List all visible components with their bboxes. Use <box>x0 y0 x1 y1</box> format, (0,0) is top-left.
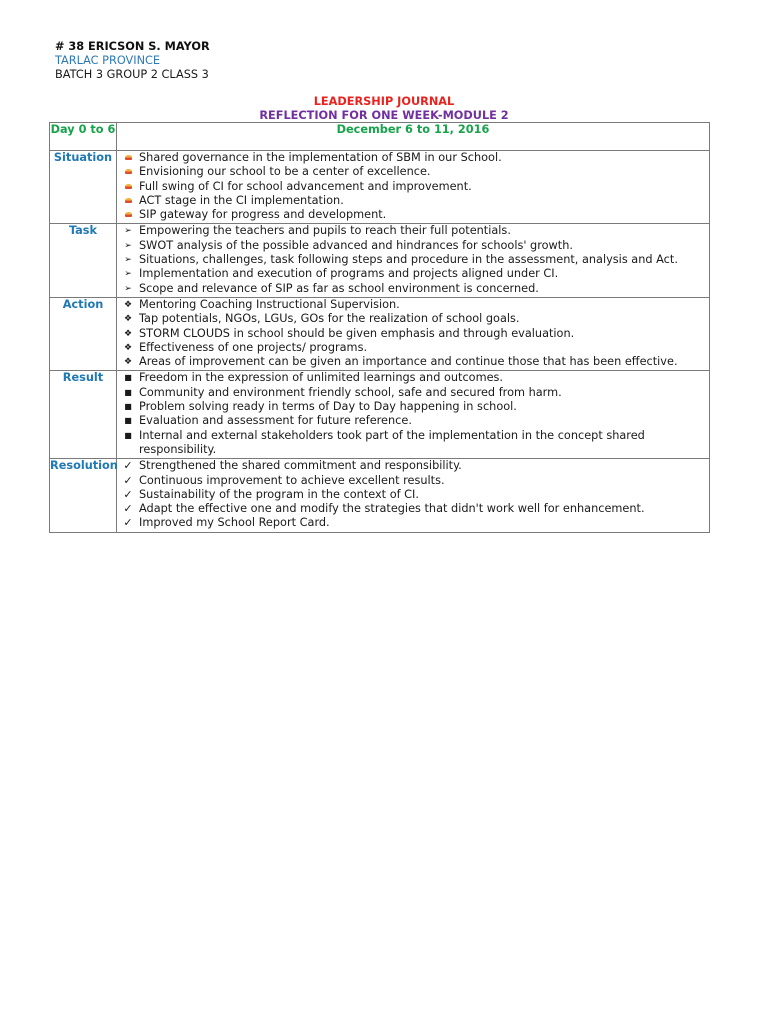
check-bullet-icon: ✓ <box>123 502 133 516</box>
batch-info: BATCH 3 GROUP 2 CLASS 3 <box>55 68 209 81</box>
item-text: Internal and external stakeholders took part of the implementation in the concept shared responsibility. <box>139 428 645 456</box>
list-item <box>123 502 705 516</box>
list-item <box>124 238 705 253</box>
journal-title: LEADERSHIP JOURNAL <box>313 95 455 108</box>
row-content <box>117 371 710 459</box>
item-text: SWOT analysis of the possible advanced and hindrances for schools' growth. <box>139 238 573 252</box>
square-bullet-icon: ■ <box>124 430 132 440</box>
list-item <box>124 428 705 458</box>
list-item <box>139 151 705 165</box>
list-item <box>123 487 705 502</box>
sun-icon <box>121 180 135 189</box>
square-bullet-icon: ■ <box>124 373 132 383</box>
item-text: Envisioning our school to be a center of excellence. <box>139 165 431 179</box>
item-text: Problem solving ready in terms of Day to Day happening in school. <box>139 400 517 414</box>
arrow-bullet-icon: ➢ <box>124 226 132 237</box>
table-row <box>50 371 710 459</box>
item-text: Evaluation and assessment for future reference. <box>139 414 412 428</box>
list-item <box>124 400 705 414</box>
list-item <box>123 516 705 530</box>
day-label: Day 0 to 6 <box>50 123 117 151</box>
list-item <box>123 340 705 355</box>
row-content <box>117 459 710 532</box>
row-content <box>117 151 710 224</box>
list-item <box>124 371 705 385</box>
item-text: Freedom in the expression of unlimited learnings and outcomes. <box>139 371 504 385</box>
item-text: Implementation and execution of programs and projects aligned under CI. <box>139 267 559 281</box>
item-text: ACT stage in the CI implementation. <box>139 193 344 207</box>
list-item <box>123 355 705 369</box>
square-bullet-icon: ■ <box>124 387 132 397</box>
author-name: # 38 ERICSON S. MAYOR <box>55 40 210 53</box>
bullet-list <box>117 371 709 458</box>
list-item <box>139 165 705 179</box>
table-row <box>50 459 710 532</box>
diamond-bullet-icon: ❖ <box>123 342 133 353</box>
diamond-bullet-icon: ❖ <box>123 357 133 368</box>
row-label: Situation <box>50 151 117 224</box>
item-text: STORM CLOUDS in school should be given emphasis and through evaluation. <box>139 326 575 340</box>
check-bullet-icon: ✓ <box>123 473 133 487</box>
list-item <box>139 208 705 222</box>
row-label: Resolution <box>50 459 117 532</box>
list-item <box>123 459 705 473</box>
list-item <box>124 414 705 428</box>
item-text: Empowering the teachers and pupils to reach their full potentials. <box>139 224 511 238</box>
list-item <box>124 224 705 238</box>
row-label: Result <box>50 371 117 459</box>
item-text: Shared governance in the implementation of SBM in our School. <box>139 151 502 164</box>
journal-table <box>49 122 710 533</box>
square-bullet-icon: ■ <box>124 402 132 412</box>
list-item <box>123 326 705 341</box>
item-text: Scope and relevance of SIP as far as school environment is concerned. <box>139 281 539 295</box>
check-bullet-icon: ✓ <box>123 516 133 530</box>
list-item <box>139 180 705 194</box>
item-text: Situations, challenges, task following steps and procedure in the assessment, analysis and Act. <box>139 253 678 267</box>
document-header <box>55 40 210 82</box>
diamond-bullet-icon: ❖ <box>123 314 133 325</box>
item-text: Improved my School Report Card. <box>139 516 330 530</box>
arrow-bullet-icon: ➢ <box>124 269 132 280</box>
list-item <box>124 281 705 296</box>
date-range: December 6 to 11, 2016 <box>117 123 710 151</box>
item-text: Tap potentials, NGOs, LGUs, GOs for the realization of school goals. <box>139 312 520 326</box>
item-text: SIP gateway for progress and development. <box>139 208 387 222</box>
item-text: Community and environment friendly school, safe and secured from harm. <box>139 385 562 399</box>
diamond-bullet-icon: ❖ <box>123 328 133 339</box>
arrow-bullet-icon: ➢ <box>124 283 132 294</box>
item-text: Mentoring Coaching Instructional Supervision. <box>139 297 400 311</box>
journal-titles <box>0 95 768 123</box>
bullet-list <box>117 459 709 531</box>
item-text: Effectiveness of one projects/ programs. <box>139 340 368 354</box>
check-bullet-icon: ✓ <box>123 487 133 501</box>
row-label: Task <box>50 224 117 297</box>
diamond-bullet-icon: ❖ <box>123 299 133 310</box>
list-item <box>124 253 705 267</box>
sun-icon <box>121 194 135 203</box>
list-item <box>139 194 705 208</box>
table-row <box>50 224 710 297</box>
item-text: Sustainability of the program in the context of CI. <box>139 487 419 501</box>
row-label: Action <box>50 297 117 370</box>
list-item <box>124 267 705 281</box>
square-bullet-icon: ■ <box>124 416 132 426</box>
arrow-bullet-icon: ➢ <box>124 255 132 266</box>
bullet-list <box>117 224 709 296</box>
table-row <box>50 297 710 370</box>
row-content <box>117 224 710 297</box>
list-item <box>123 312 705 326</box>
list-item <box>123 297 705 312</box>
province: TARLAC PROVINCE <box>55 54 161 67</box>
list-item <box>124 385 705 400</box>
item-text: Full swing of CI for school advancement and improvement. <box>139 179 472 193</box>
bullet-list <box>117 151 709 223</box>
journal-subtitle: REFLECTION FOR ONE WEEK-MODULE 2 <box>259 109 509 122</box>
item-text: Continuous improvement to achieve excellent results. <box>139 473 445 487</box>
bullet-list <box>117 298 709 370</box>
row-content <box>117 297 710 370</box>
check-bullet-icon: ✓ <box>123 459 133 473</box>
list-item <box>123 473 705 488</box>
item-text: Adapt the effective one and modify the strategies that didn't work well for enhancement. <box>139 502 645 516</box>
item-text: Areas of improvement can be given an importance and continue those that has been effective. <box>139 355 678 369</box>
sun-icon <box>121 151 135 160</box>
sun-icon <box>121 165 135 174</box>
table-header-row <box>50 123 710 151</box>
table-row <box>50 151 710 224</box>
sun-icon <box>121 208 135 217</box>
arrow-bullet-icon: ➢ <box>124 240 132 251</box>
item-text: Strengthened the shared commitment and responsibility. <box>139 459 462 473</box>
